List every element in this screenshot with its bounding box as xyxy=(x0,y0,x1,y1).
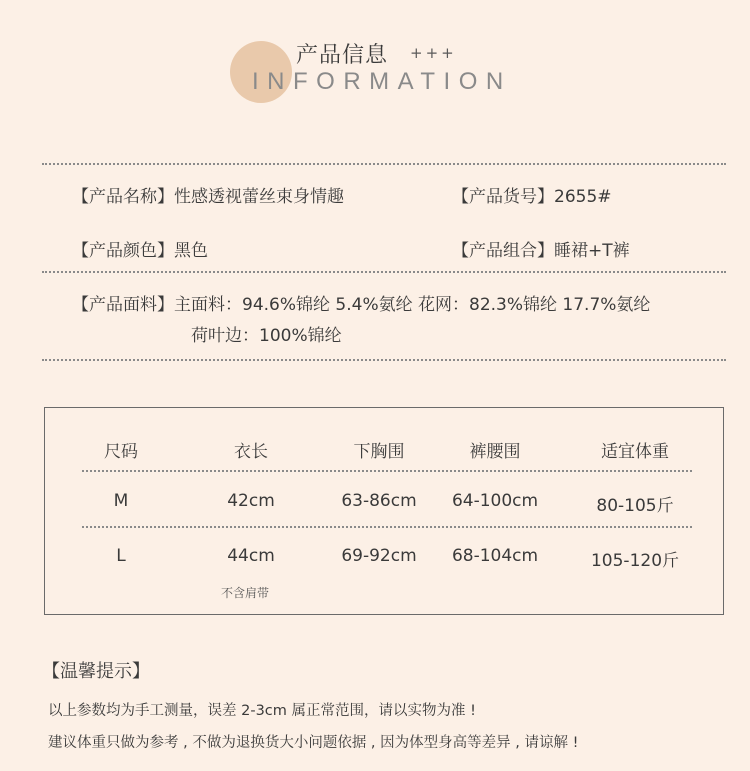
product-name-label: 【产品名称】 xyxy=(72,187,174,207)
product-fabric-line1: 主面料：94.6%锦纶 5.4%氨纶 花网：82.3%锦纶 17.7%氨纶 xyxy=(174,295,651,315)
product-sku-value: 2655# xyxy=(554,187,612,207)
product-sku xyxy=(452,182,612,207)
table-cell: 68-104cm xyxy=(451,546,539,566)
divider xyxy=(42,271,726,273)
product-sku-label: 【产品货号】 xyxy=(452,187,554,207)
table-cell: 63-86cm xyxy=(341,491,417,511)
tips-title: 【温馨提示】 xyxy=(42,661,150,682)
product-combo-value: 睡裙+T裤 xyxy=(554,241,630,261)
product-fabric-line2: 荷叶边：100%锦纶 xyxy=(191,326,342,346)
product-name xyxy=(72,182,344,207)
table-cell: M xyxy=(113,491,129,511)
product-fabric xyxy=(72,290,650,315)
table-divider xyxy=(82,470,692,472)
product-fabric-label: 【产品面料】 xyxy=(72,295,174,315)
info-header xyxy=(0,0,750,130)
section-title: 产品信息 xyxy=(296,43,389,68)
product-color xyxy=(72,236,208,261)
tips-line-1: 以上参数均为手工测量，误差 2-3cm 属正常范围，请以实物为准 ! xyxy=(48,703,476,719)
table-cell: L xyxy=(116,546,126,566)
table-cell: 105-120斤 xyxy=(590,551,680,571)
product-name-value: 性感透视蕾丝束身情趣 xyxy=(174,187,344,207)
divider xyxy=(42,359,726,361)
table-divider xyxy=(82,526,692,528)
table-note: 不含肩带 xyxy=(221,586,270,600)
table-header-waist: 裤腰围 xyxy=(469,442,521,462)
table-cell: 69-92cm xyxy=(341,546,417,566)
table-header-size: 尺码 xyxy=(104,442,138,462)
table-cell: 80-105斤 xyxy=(596,496,674,516)
product-color-label: 【产品颜色】 xyxy=(72,241,174,261)
tips-line-2: 建议体重只做为参考 , 不做为退换货大小问题依据 , 因为体型身高等差异 , 请谅解 ! xyxy=(48,735,579,751)
section-subtitle: INFORMATION xyxy=(252,68,512,95)
divider xyxy=(42,163,726,165)
table-header-underbust: 下胸围 xyxy=(353,442,405,462)
product-color-value: 黑色 xyxy=(174,241,208,261)
product-combo-label: 【产品组合】 xyxy=(452,241,554,261)
table-cell: 42cm xyxy=(227,491,275,511)
plus-decoration: +++ xyxy=(410,44,457,62)
table-header-length: 衣长 xyxy=(234,442,268,462)
table-cell: 44cm xyxy=(227,546,275,566)
product-combo xyxy=(452,236,630,261)
table-cell: 64-100cm xyxy=(451,491,539,511)
table-header-weight: 适宜体重 xyxy=(601,442,669,462)
